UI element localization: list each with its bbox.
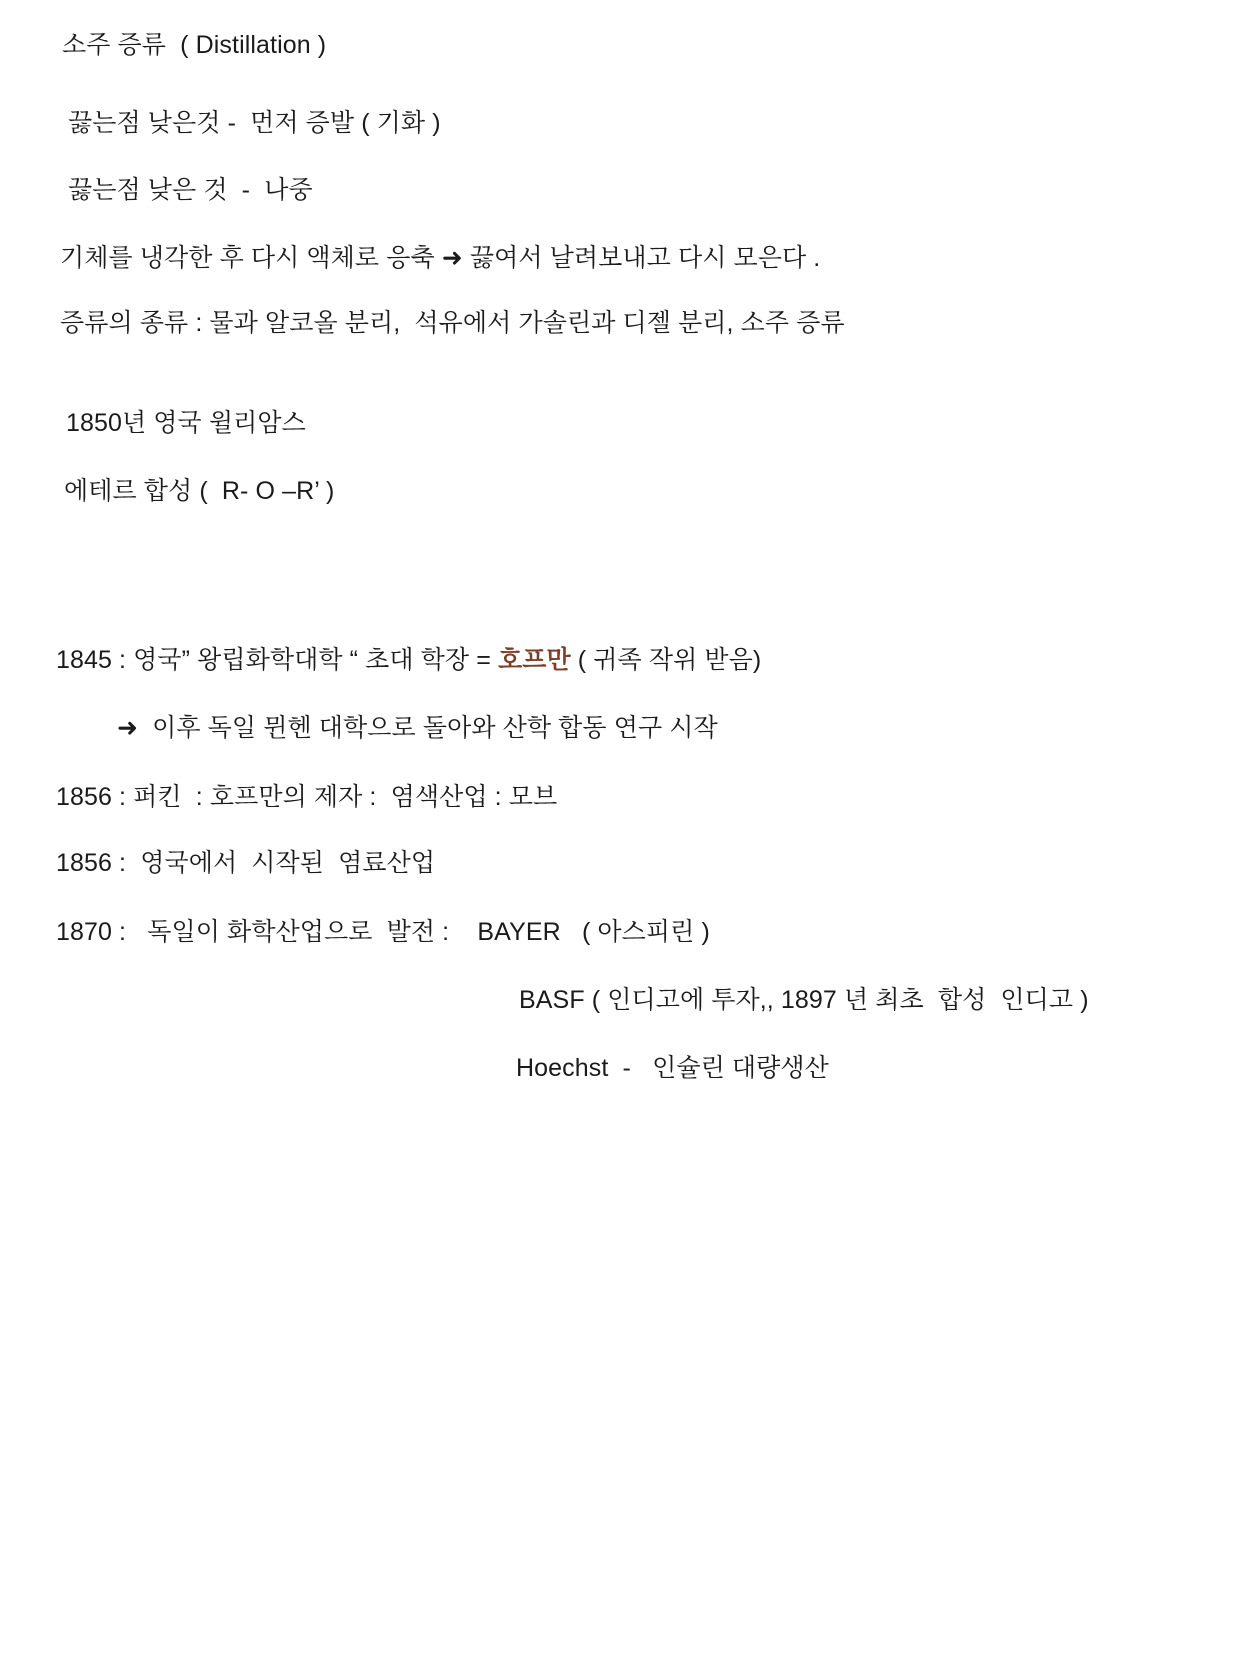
section-two-line-2: 에테르 합성 ( R- O –R’ ) (64, 477, 335, 505)
section-one-line-3: 기체를 냉각한 후 다시 액체로 응축 ➜ 끓여서 날려보내고 다시 모은다 . (60, 244, 821, 272)
year-1856-line-b: 1856 : 영국에서 시작된 염료산업 (56, 849, 436, 877)
hoechst-line: Hoechst - 인슐린 대량생산 (516, 1054, 829, 1082)
year-1845-subline: ➜ 이후 독일 뮌헨 대학으로 돌아와 산학 합동 연구 시작 (117, 714, 718, 742)
section-one-line-4: 증류의 종류 : 물과 알코올 분리, 석유에서 가솔린과 디젤 분리, 소주 증류 (60, 309, 845, 337)
year-1870-line: 1870 : 독일이 화학산업으로 발전 : BAYER ( 아스피린 ) (56, 918, 710, 946)
year-1845-line (56, 645, 761, 675)
document-title: 소주 증류 ( Distillation ) (62, 31, 327, 59)
year-1856-line-a: 1856 : 퍼킨 : 호프만의 제자 : 염색산업 : 모브 (56, 783, 558, 811)
hofmann-highlight: 호프만 (497, 646, 571, 674)
section-one-line-1: 끓는점 낮은것 - 먼저 증발 ( 기화 ) (68, 109, 441, 137)
basf-line: BASF ( 인디고에 투자,, 1897 년 최초 합성 인디고 ) (519, 986, 1089, 1014)
section-two-line-1: 1850년 영국 윌리암스 (66, 409, 306, 437)
year-1845-prefix: 1845 : 영국” 왕립화학대학 “ 초대 학장 = (56, 646, 498, 674)
section-one-line-2: 끓는점 낮은 것 - 나중 (68, 176, 313, 204)
year-1845-suffix: ( 귀족 작위 받음) (570, 646, 762, 674)
